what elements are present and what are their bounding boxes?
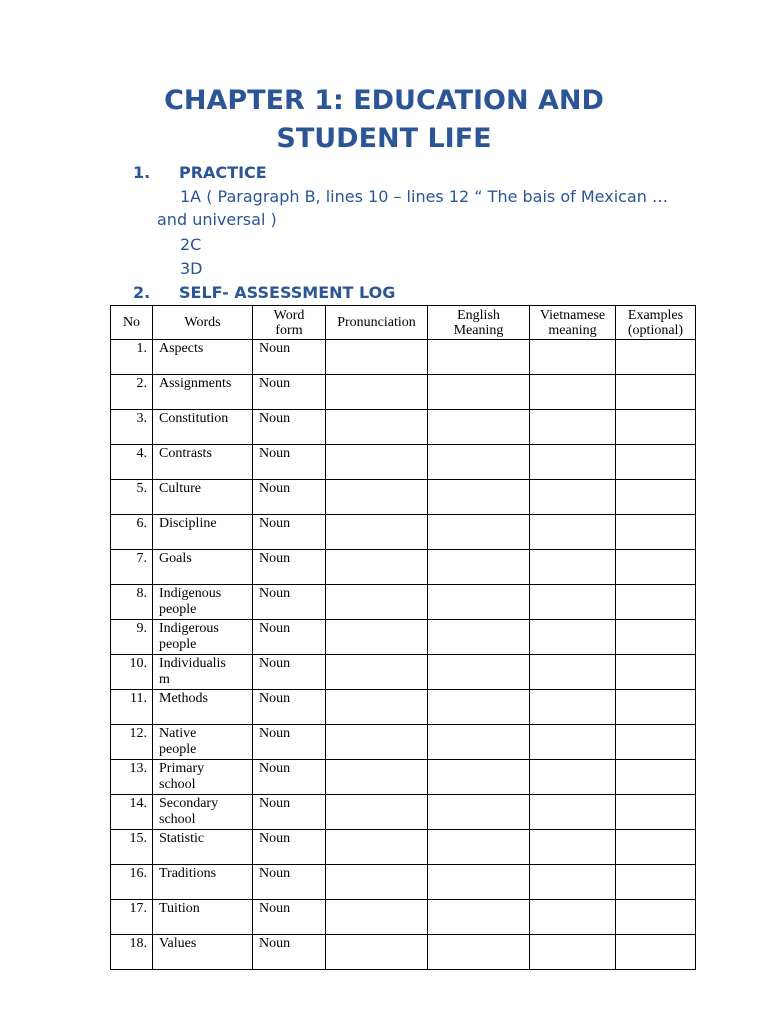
table-row bbox=[111, 480, 696, 515]
row-word-line: school bbox=[159, 777, 196, 792]
row-vietnamese-meaning bbox=[530, 725, 616, 760]
row-examples bbox=[616, 900, 696, 935]
row-vietnamese-meaning bbox=[530, 375, 616, 410]
log-heading bbox=[133, 283, 533, 303]
row-word bbox=[153, 655, 253, 690]
table-header-row bbox=[111, 306, 696, 340]
row-word bbox=[153, 865, 253, 900]
row-vietnamese-meaning bbox=[530, 340, 616, 375]
row-number: 15. bbox=[111, 830, 153, 865]
row-pronunciation bbox=[326, 340, 428, 375]
row-number: 8. bbox=[111, 585, 153, 620]
row-word bbox=[153, 620, 253, 655]
row-number: 18. bbox=[111, 935, 153, 970]
row-examples bbox=[616, 655, 696, 690]
row-word-form: Noun bbox=[253, 515, 326, 550]
row-word-form: Noun bbox=[253, 620, 326, 655]
row-english-meaning bbox=[428, 865, 530, 900]
row-word-line: Discipline bbox=[159, 516, 217, 531]
table-row bbox=[111, 445, 696, 480]
row-word bbox=[153, 480, 253, 515]
row-number: 9. bbox=[111, 620, 153, 655]
table-row bbox=[111, 515, 696, 550]
header-english-meaning: English Meaning bbox=[428, 306, 530, 340]
row-number: 10. bbox=[111, 655, 153, 690]
row-word bbox=[153, 585, 253, 620]
row-word-form: Noun bbox=[253, 830, 326, 865]
table-row bbox=[111, 900, 696, 935]
row-english-meaning bbox=[428, 760, 530, 795]
row-number: 4. bbox=[111, 445, 153, 480]
row-number: 3. bbox=[111, 410, 153, 445]
row-examples bbox=[616, 760, 696, 795]
row-pronunciation bbox=[326, 900, 428, 935]
row-word-line: school bbox=[159, 812, 196, 827]
self-assessment-table bbox=[110, 305, 696, 970]
table-row bbox=[111, 375, 696, 410]
row-word-line: people bbox=[159, 602, 197, 617]
table-row bbox=[111, 340, 696, 375]
row-word bbox=[153, 445, 253, 480]
row-word-line: Goals bbox=[159, 551, 192, 566]
row-vietnamese-meaning bbox=[530, 865, 616, 900]
row-pronunciation bbox=[326, 760, 428, 795]
row-vietnamese-meaning bbox=[530, 830, 616, 865]
row-english-meaning bbox=[428, 655, 530, 690]
row-examples bbox=[616, 550, 696, 585]
row-examples bbox=[616, 865, 696, 900]
row-english-meaning bbox=[428, 550, 530, 585]
table-row bbox=[111, 760, 696, 795]
row-word-form: Noun bbox=[253, 760, 326, 795]
row-word bbox=[153, 515, 253, 550]
row-english-meaning bbox=[428, 515, 530, 550]
row-vietnamese-meaning bbox=[530, 515, 616, 550]
row-vietnamese-meaning bbox=[530, 900, 616, 935]
practice-number: 1. bbox=[133, 163, 151, 182]
row-pronunciation bbox=[326, 410, 428, 445]
row-examples bbox=[616, 515, 696, 550]
row-word-line: Assignments bbox=[159, 376, 232, 391]
row-number: 12. bbox=[111, 725, 153, 760]
chapter-title bbox=[0, 82, 768, 158]
log-heading-text: SELF- ASSESSMENT LOG bbox=[179, 283, 396, 302]
row-word-line: Individualis bbox=[159, 656, 226, 671]
row-word-line: people bbox=[159, 637, 197, 652]
table-row bbox=[111, 690, 696, 725]
row-word-form: Noun bbox=[253, 865, 326, 900]
row-number: 13. bbox=[111, 760, 153, 795]
row-number: 2. bbox=[111, 375, 153, 410]
row-english-meaning bbox=[428, 480, 530, 515]
row-number: 7. bbox=[111, 550, 153, 585]
chapter-title-line-2: STUDENT LIFE bbox=[276, 123, 492, 154]
row-number: 5. bbox=[111, 480, 153, 515]
header-vietnamese-meaning: Vietnamese meaning bbox=[530, 306, 616, 340]
row-word-line: Primary bbox=[159, 761, 205, 776]
table-row bbox=[111, 550, 696, 585]
row-number: 6. bbox=[111, 515, 153, 550]
row-english-meaning bbox=[428, 410, 530, 445]
practice-heading bbox=[133, 163, 433, 183]
row-word bbox=[153, 340, 253, 375]
row-word-form: Noun bbox=[253, 410, 326, 445]
table-row bbox=[111, 725, 696, 760]
row-pronunciation bbox=[326, 515, 428, 550]
row-word-line: Contrasts bbox=[159, 446, 212, 461]
row-word bbox=[153, 550, 253, 585]
row-word-form: Noun bbox=[253, 480, 326, 515]
table-row bbox=[111, 585, 696, 620]
header-no: No bbox=[111, 306, 153, 340]
row-word bbox=[153, 830, 253, 865]
header-examples: Examples (optional) bbox=[616, 306, 696, 340]
row-number: 1. bbox=[111, 340, 153, 375]
row-pronunciation bbox=[326, 480, 428, 515]
row-pronunciation bbox=[326, 725, 428, 760]
row-vietnamese-meaning bbox=[530, 760, 616, 795]
row-english-meaning bbox=[428, 690, 530, 725]
practice-item-2c: 2C bbox=[180, 235, 202, 254]
row-pronunciation bbox=[326, 935, 428, 970]
row-pronunciation bbox=[326, 795, 428, 830]
row-examples bbox=[616, 340, 696, 375]
row-word-form: Noun bbox=[253, 375, 326, 410]
row-word-line: Secondary bbox=[159, 796, 219, 811]
log-number: 2. bbox=[133, 283, 151, 302]
row-word-form: Noun bbox=[253, 725, 326, 760]
row-vietnamese-meaning bbox=[530, 445, 616, 480]
row-word-form: Noun bbox=[253, 690, 326, 725]
row-word bbox=[153, 690, 253, 725]
row-examples bbox=[616, 725, 696, 760]
row-examples bbox=[616, 935, 696, 970]
table-row bbox=[111, 655, 696, 690]
row-number: 16. bbox=[111, 865, 153, 900]
row-vietnamese-meaning bbox=[530, 795, 616, 830]
row-pronunciation bbox=[326, 585, 428, 620]
row-english-meaning bbox=[428, 795, 530, 830]
row-word-form: Noun bbox=[253, 900, 326, 935]
row-examples bbox=[616, 410, 696, 445]
row-pronunciation bbox=[326, 690, 428, 725]
row-pronunciation bbox=[326, 620, 428, 655]
practice-item-1a-line-2: and universal ) bbox=[157, 210, 277, 229]
row-number: 11. bbox=[111, 690, 153, 725]
row-word-form: Noun bbox=[253, 795, 326, 830]
row-pronunciation bbox=[326, 550, 428, 585]
row-pronunciation bbox=[326, 655, 428, 690]
row-examples bbox=[616, 620, 696, 655]
row-examples bbox=[616, 445, 696, 480]
practice-heading-text: PRACTICE bbox=[179, 163, 267, 182]
row-number: 17. bbox=[111, 900, 153, 935]
row-word bbox=[153, 760, 253, 795]
row-word-form: Noun bbox=[253, 655, 326, 690]
row-word bbox=[153, 935, 253, 970]
practice-item-1a-line-1: 1A ( Paragraph B, lines 10 – lines 12 “ The bais of Mexican … bbox=[180, 187, 668, 206]
row-examples bbox=[616, 690, 696, 725]
row-examples bbox=[616, 375, 696, 410]
row-word-line: Constitution bbox=[159, 411, 229, 426]
row-pronunciation bbox=[326, 830, 428, 865]
row-english-meaning bbox=[428, 725, 530, 760]
header-word-form: Word form bbox=[253, 306, 326, 340]
row-examples bbox=[616, 795, 696, 830]
row-word bbox=[153, 725, 253, 760]
row-word-form: Noun bbox=[253, 340, 326, 375]
row-english-meaning bbox=[428, 445, 530, 480]
row-english-meaning bbox=[428, 620, 530, 655]
row-vietnamese-meaning bbox=[530, 585, 616, 620]
row-vietnamese-meaning bbox=[530, 550, 616, 585]
row-english-meaning bbox=[428, 830, 530, 865]
row-word bbox=[153, 900, 253, 935]
row-word-line: Culture bbox=[159, 481, 201, 496]
row-word-line: people bbox=[159, 742, 197, 757]
row-english-meaning bbox=[428, 585, 530, 620]
row-vietnamese-meaning bbox=[530, 690, 616, 725]
row-word-line: Tuition bbox=[159, 901, 200, 916]
table-row bbox=[111, 865, 696, 900]
row-word-line: m bbox=[159, 672, 170, 687]
table-row bbox=[111, 830, 696, 865]
row-pronunciation bbox=[326, 865, 428, 900]
header-words: Words bbox=[153, 306, 253, 340]
row-vietnamese-meaning bbox=[530, 935, 616, 970]
row-word-form: Noun bbox=[253, 445, 326, 480]
row-word-line: Values bbox=[159, 936, 197, 951]
row-english-meaning bbox=[428, 340, 530, 375]
row-word-line: Native bbox=[159, 726, 197, 741]
table-row bbox=[111, 410, 696, 445]
row-number: 14. bbox=[111, 795, 153, 830]
table-row bbox=[111, 620, 696, 655]
row-word bbox=[153, 410, 253, 445]
row-word-line: Statistic bbox=[159, 831, 205, 846]
row-examples bbox=[616, 585, 696, 620]
row-word-line: Indigenous bbox=[159, 586, 222, 601]
row-vietnamese-meaning bbox=[530, 620, 616, 655]
practice-item-3d: 3D bbox=[180, 259, 203, 278]
chapter-title-line-1: CHAPTER 1: EDUCATION AND bbox=[164, 85, 604, 116]
row-word-line: Aspects bbox=[159, 341, 204, 356]
table-body bbox=[111, 340, 696, 970]
row-english-meaning bbox=[428, 900, 530, 935]
row-word-line: Traditions bbox=[159, 866, 217, 881]
row-english-meaning bbox=[428, 375, 530, 410]
row-english-meaning bbox=[428, 935, 530, 970]
table-row bbox=[111, 795, 696, 830]
row-word-line: Methods bbox=[159, 691, 208, 706]
row-vietnamese-meaning bbox=[530, 410, 616, 445]
row-word bbox=[153, 795, 253, 830]
row-word-form: Noun bbox=[253, 550, 326, 585]
row-pronunciation bbox=[326, 445, 428, 480]
row-vietnamese-meaning bbox=[530, 480, 616, 515]
row-word-line: Indigerous bbox=[159, 621, 219, 636]
row-examples bbox=[616, 480, 696, 515]
row-word-form: Noun bbox=[253, 935, 326, 970]
row-word-form: Noun bbox=[253, 585, 326, 620]
row-word bbox=[153, 375, 253, 410]
row-pronunciation bbox=[326, 375, 428, 410]
row-vietnamese-meaning bbox=[530, 655, 616, 690]
row-examples bbox=[616, 830, 696, 865]
table-row bbox=[111, 935, 696, 970]
header-pronunciation: Pronunciation bbox=[326, 306, 428, 340]
